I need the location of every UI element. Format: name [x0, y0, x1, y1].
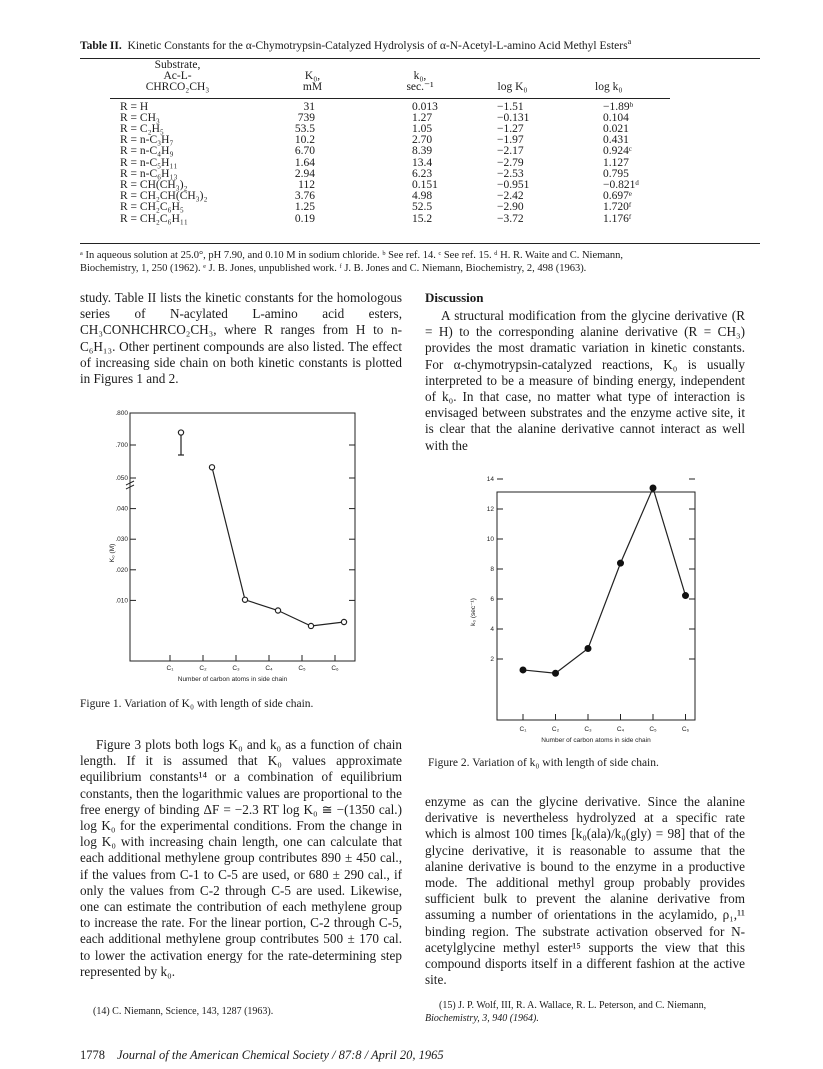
fig1-xtick-label: C₆: [331, 665, 339, 672]
table-cell-logk0: 0.431: [603, 134, 629, 147]
fig2-frame: [497, 492, 695, 720]
table-cell-logK0: −2.79: [497, 156, 524, 169]
table-cell-r: R = CH₂C₆H₁₁: [120, 212, 188, 225]
table-cell-logK0: −1.97: [497, 134, 524, 147]
fig2-ylabel: k₀ (sec⁻¹): [470, 598, 477, 626]
table-cell-logK0: −2.90: [497, 201, 524, 214]
table-row: [110, 135, 670, 146]
page-number: 1778: [80, 1048, 105, 1062]
table-cell-k0: 0.013: [412, 100, 438, 113]
fig1-point: [242, 597, 247, 602]
table-cell-k0: 13.4: [412, 156, 433, 169]
table-cell-k0: 52.5: [412, 201, 433, 214]
footnote-line-1: ᵃ In aqueous solution at 25.0°, pH 7.90, and 0.10 M in sodium chloride. ᵇ See ref. 14. ᶜ See ref. 15. ᵈ H. R. Waite and C. Niemann,: [80, 250, 624, 261]
table-cell-K0: 1.25: [294, 201, 315, 214]
fig1-xtick-label: C₁: [166, 665, 174, 672]
figure2-caption: Figure 2. Variation of k₀ with length of side chain.: [428, 757, 659, 769]
discussion-heading: Discussion: [425, 290, 484, 305]
reference-14: (14) C. Niemann, Science, 143, 1287 (1963).: [93, 1006, 274, 1017]
fig2-xlabel: Number of carbon atoms in side chain: [541, 737, 651, 744]
table-cell-logk0: 0.104: [603, 111, 629, 124]
fig2-ytick-label: 10: [486, 536, 494, 543]
fig2-xtick-label: C₁: [519, 726, 527, 733]
table-cell-K0: 0.19: [294, 212, 315, 225]
kinetics-table: [110, 60, 670, 225]
table-cell-k0: 1.05: [412, 123, 433, 136]
table-title-note: a: [627, 37, 632, 47]
fig2-ytick-label: 12: [486, 506, 494, 513]
fig1-ylabel: K₀ (M): [109, 543, 116, 563]
table-cell-r: R = n-C₆H₁₃: [120, 167, 178, 180]
fig1-ytick-label: .700: [115, 442, 128, 449]
left-para-1: study. Table II lists the kinetic constants for the homologous series of N-acylated L-amino acid esters, CH₃CONHCHRCO₂CH₃, where R ranges from H to n-C₆H₁₃. Other pertinent compounds are also listed. The effect of increasing side chain on both kinetic constants is plotted in Figures 1 and 2.: [80, 290, 402, 387]
table-bottom-rule: [80, 243, 760, 244]
table-row: [110, 124, 670, 135]
fig1-ytick-label: .800: [115, 410, 128, 417]
right-para-1: A structural modification from the glycine derivative (R = H) to the corresponding alanine derivative (R = CH₃) provides the most dramatic variation in kinetic constants. For α-chymotrypsin-catalyzed reactions, K₀ is usually interpreted to be a measure of binding energy, independent of k₀. In that case, no matter what type of interaction is envisaged between substrates and the enzyme active site, it is clear that the alanine derivative cannot interact as well with the: [425, 308, 745, 453]
table-footnotes: [80, 249, 760, 275]
table-cell-k0: 8.39: [412, 145, 433, 158]
fig2-ytick-label: 14: [486, 476, 494, 483]
table-header-row: [110, 60, 670, 94]
table-cell-r: R = n-C₄H₉: [120, 145, 174, 158]
table-cell-K0: 2.94: [294, 167, 315, 180]
table-cell-r: R = n-C₅H₁₁: [120, 156, 178, 169]
table-cell-K0: 739: [297, 111, 315, 124]
table-cell-logk0: 0.021: [603, 123, 629, 136]
fig2-point: [553, 670, 559, 676]
fig2-ytick-label: 4: [490, 626, 494, 633]
table-row: [110, 146, 670, 157]
table-cell-r: R = H: [120, 100, 149, 113]
fig2-point: [520, 667, 526, 673]
figure1-caption: Figure 1. Variation of K₀ with length of side chain.: [80, 698, 314, 710]
table-cell-logk0: 0.697ᵉ: [603, 190, 632, 203]
fig2-ytick-label: 6: [490, 596, 494, 603]
header-logk0: log k₀: [595, 81, 623, 94]
table-cell-K0: 6.70: [294, 145, 315, 158]
right-para-2: enzyme as can the glycine derivative. Since the alanine derivative is nevertheless hydrolyzed at a specific rate which is almost 100 times [k₀(ala)/k₀(gly) = 98] that of the glycine derivative, it is reasonable to assume that the alanine derivative is bound to the enzyme in a productive mode. The additional methyl group probably provides sufficient bulk to prevent the alanine derivative from assuming a number of orientations in the acylamido, ρ₁,¹¹ binding region. The substrate activation observed for N-acetylglycine methyl ester¹⁵ supports the view that this compound disports itself in a different fashion at the active site.: [425, 794, 745, 988]
table-cell-K0: 3.76: [294, 190, 315, 203]
table-title: Kinetic Constants for the α-Chymotrypsin-Catalyzed Hydrolysis of α-N-Acetyl-L-amino Acid Methyl Esters: [127, 40, 628, 52]
reference-15: (15) J. P. Wolf, III, R. A. Wallace, R. L. Peterson, and C. Niemann, Biochemistry, 3, 940 (1964).: [425, 1000, 707, 1024]
table-row: [110, 113, 670, 124]
table-cell-r: R = C₂H₅: [120, 123, 164, 136]
header-k0: k₀, sec.⁻¹: [406, 70, 434, 94]
table-row: [110, 102, 670, 113]
table-cell-K0: 112: [298, 179, 315, 192]
table-cell-k0: 0.151: [412, 179, 438, 192]
table-cell-r: R = n-C₃H₇: [120, 134, 174, 147]
figure1-chart: [100, 403, 380, 693]
fig1-point: [209, 465, 214, 470]
fig1-xtick-label: C₃: [232, 665, 240, 672]
table-cell-k0: 2.70: [412, 134, 433, 147]
table-row: [110, 202, 670, 213]
figure2-chart: [445, 476, 725, 749]
fig2-point: [618, 560, 624, 566]
table-cell-k0: 1.27: [412, 111, 433, 124]
fig1-series-line: [212, 467, 344, 626]
table-cell-logk0: −1.89ᵇ: [603, 100, 634, 113]
fig2-point: [683, 593, 689, 599]
table-cell-logK0: −1.27: [497, 123, 524, 136]
table-cell-k0: 4.98: [412, 190, 433, 203]
table-cell-r: R = CH₂CH(CH₃)₂: [120, 190, 208, 203]
header-substrate: Substrate, Ac-L- CHRCO₂CH₃: [145, 59, 210, 94]
table-cell-K0: 31: [303, 100, 315, 113]
table-row: [110, 158, 670, 169]
table-cell-K0: 53.5: [294, 123, 315, 136]
fig1-ytick-label: .010: [115, 597, 128, 605]
header-K0: K₀, mM: [302, 70, 323, 94]
table-cell-K0: 10.2: [294, 134, 315, 147]
table-cell-logK0: −2.42: [497, 190, 524, 203]
fig2-series-line: [523, 488, 686, 673]
table-cell-r: R = CH(CH₃)₂: [120, 179, 188, 192]
fig1-point: [308, 623, 313, 628]
table-cell-logk0: 0.924ᶜ: [603, 145, 632, 158]
left-para-2: Figure 3 plots both logs K₀ and k₀ as a function of chain length. If it is assumed that K₀ values approximate equilibrium constants¹⁴ or a combination of equilibrium constants, then the logarithmic values are proportional to the free energy of binding ΔF = −2.3 RT log K₀ ≅ −(1350 cal.) log K₀ for the experimental conditions. From the change in log K₀ with increasing chain length, one can calculate that each additional methylene group contributes 890 ± 450 cal., if the values from C-1 to C-5 are used, or 680 ± 290 cal., if only the values from C-2 through C-5 are used. Likewise, one can estimate the contribution of each methylene group to increase the rate. For the linear portion, C-2 through C-5, each additional methylene group contributes 500 ± 170 cal. to lower the activation energy for the rate-determining step represented by k₀.: [80, 737, 402, 979]
table-row: [110, 214, 670, 225]
table-cell-r: R = CH₃: [120, 111, 160, 124]
fig1-xtick-label: C₂: [199, 665, 207, 672]
fig2-ytick-label: 8: [490, 566, 494, 573]
table-caption: [80, 37, 760, 52]
fig2-xtick-label: C₆: [681, 726, 690, 733]
table-cell-k0: 15.2: [412, 212, 433, 225]
fig2-xtick-label: C₃: [584, 726, 592, 733]
fig1-ytick-label: .050: [115, 475, 128, 482]
table-cell-logK0: −2.17: [497, 145, 524, 158]
fig2-point: [585, 646, 591, 652]
table-label: Table II.: [80, 40, 122, 52]
table-cell-K0: 1.64: [294, 156, 315, 169]
table-row: [110, 191, 670, 202]
table-cell-logK0: −3.72: [497, 212, 524, 225]
fig1-ytick-label: .020: [115, 566, 128, 574]
fig1-point-c1: [178, 430, 183, 435]
table-cell-logk0: 1.720ᶠ: [603, 201, 632, 214]
fig1-xtick-label: C₄: [265, 665, 273, 672]
header-logK0: log K₀: [497, 81, 528, 94]
table-cell-logK0: −0.131: [497, 111, 530, 124]
fig1-frame: [130, 413, 355, 661]
table-cell-logk0: −0.821ᵈ: [603, 179, 639, 192]
journal-footer: Journal of the American Chemical Society / 87:8 / April 20, 1965: [117, 1048, 444, 1062]
fig1-point: [275, 608, 280, 613]
table-cell-logk0: 1.176ᶠ: [603, 212, 632, 225]
fig2-xtick-label: C₂: [551, 726, 560, 733]
fig2-point: [650, 485, 656, 491]
table-cell-logK0: −1.51: [497, 100, 524, 113]
fig1-ytick-label: .040: [115, 505, 128, 513]
fig1-point: [341, 619, 346, 624]
table-cell-logk0: 1.127: [603, 156, 629, 169]
footnote-line-2: Biochemistry, 1, 250 (1962). ᵉ J. B. Jones, unpublished work. ᶠ J. B. Jones and C. Niemann, Biochemistry, 2, 498 (1963).: [80, 263, 587, 274]
fig2-ytick-label: 2: [490, 656, 494, 663]
fig1-xtick-label: C₅: [298, 665, 306, 672]
table-row: [110, 169, 670, 180]
table-cell-k0: 6.23: [412, 167, 433, 180]
fig1-ytick-label: .030: [115, 536, 128, 544]
fig2-xtick-label: C₅: [649, 726, 657, 733]
table-cell-logk0: 0.795: [603, 167, 629, 180]
fig2-xtick-label: C₄: [616, 726, 625, 733]
table-cell-logK0: −0.951: [497, 179, 530, 192]
table-cell-r: R = CH₂C₆H₅: [120, 201, 184, 214]
fig1-xlabel: Number of carbon atoms in side chain: [177, 676, 288, 683]
table-cell-logK0: −2.53: [497, 167, 524, 180]
